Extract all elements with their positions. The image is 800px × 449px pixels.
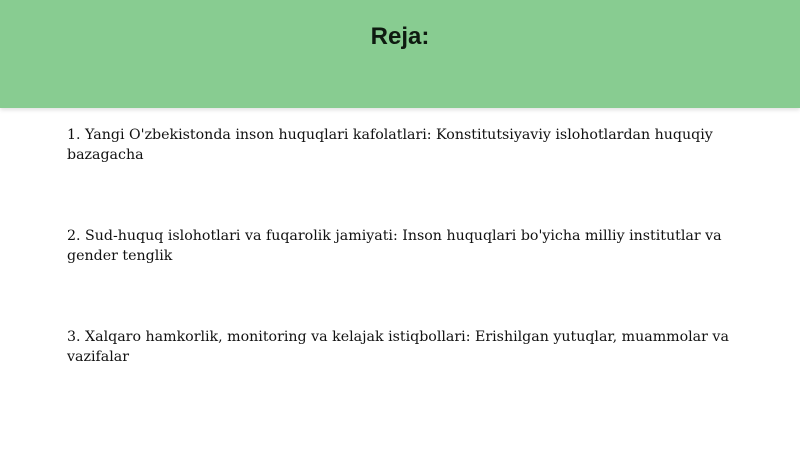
plan-list	[67, 125, 747, 367]
plan-item-2: 2. Sud-huquq islohotlari va fuqarolik jamiyati: Inson huquqlari bo'yicha milliy institutlar va gender tenglik	[67, 228, 722, 264]
plan-item-3: 3. Xalqaro hamkorlik, monitoring va kelajak istiqbollari: Erishilgan yutuqlar, muammolar va vazifalar	[67, 329, 729, 365]
slide-title: Reja:	[370, 23, 430, 50]
plan-item-1: 1. Yangi O'zbekistonda inson huquqlari kafolatlari: Konstitutsiyaviy islohotlardan huquqiy bazagacha	[67, 127, 713, 163]
header-band	[0, 0, 800, 108]
